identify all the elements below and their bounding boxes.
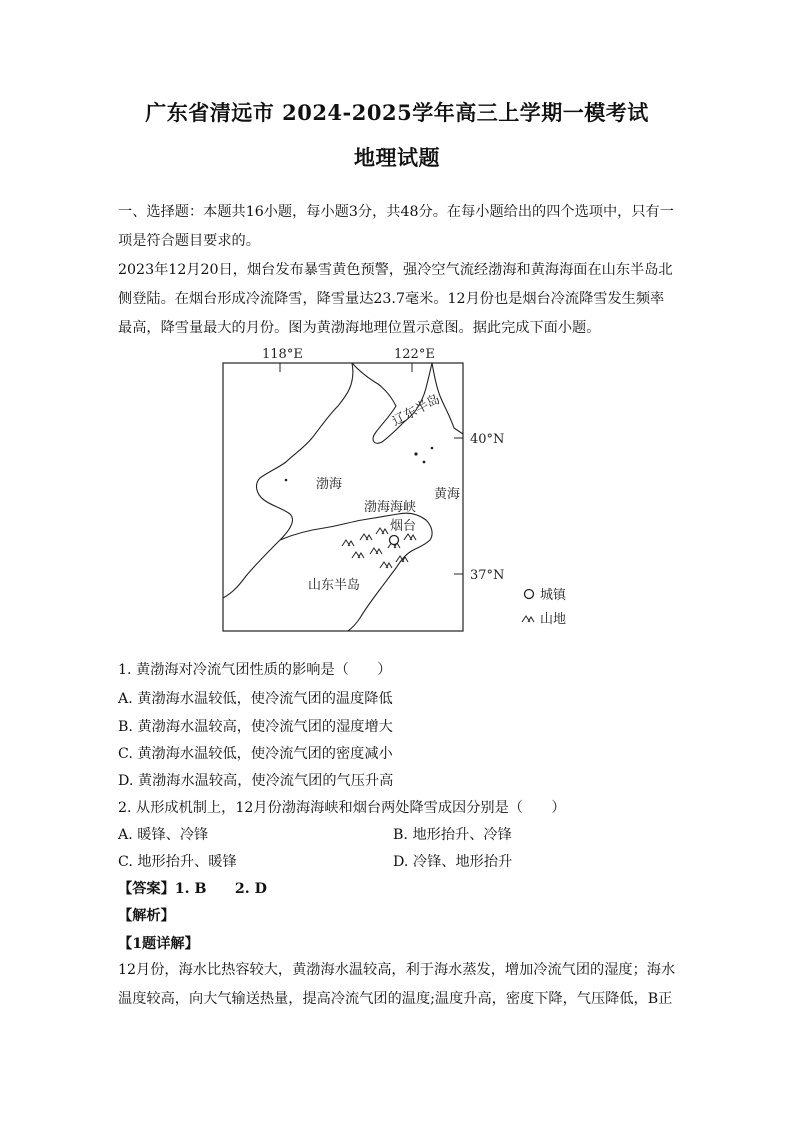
question-1-option-d[interactable]: D. 黄渤海水温较高，使冷流气团的气压升高: [118, 773, 394, 789]
label-shandong: 山东半岛: [308, 578, 361, 593]
question-2-stem: 2. 从形成机制上，12月份渤海海峡和烟台两处降雪成因分别是（ ）: [118, 800, 566, 816]
question-1-option-a[interactable]: A. 黄渤海水温较低，使冷流气团的温度降低: [118, 691, 393, 707]
detail-label: 【1题详解】: [118, 936, 199, 952]
question-2-option-c[interactable]: C. 地形抬升、暖锋: [118, 854, 237, 870]
label-liaodong: 辽东半岛: [389, 391, 443, 430]
question-2-option-b[interactable]: B. 地形抬升、冷锋: [393, 827, 512, 843]
lat-label-37: 37°N: [470, 568, 505, 583]
question-1-option-c[interactable]: C. 黄渤海水温较低，使冷流气团的密度减小: [118, 746, 393, 762]
answer-line: [118, 878, 267, 898]
legend-mountain-label: 山地: [540, 612, 567, 627]
legend-mountain-icon: [522, 616, 534, 622]
question-2-option-d[interactable]: D. 冷锋、地形抬升: [393, 854, 513, 870]
lat-label-40: 40°N: [470, 432, 505, 447]
page-subtitle: 地理试题: [354, 145, 440, 170]
question-2-option-a[interactable]: A. 暖锋、冷锋: [118, 827, 209, 843]
question-1-stem: 1. 黄渤海对冷流气团性质的影响是（ ）: [118, 662, 392, 678]
yantai-town-symbol: [390, 536, 399, 545]
bohai-huanghai-map: [220, 344, 580, 634]
label-bohai: 渤海: [316, 477, 343, 492]
question-1-option-b[interactable]: B. 黄渤海水温较高，使冷流气团的湿度增大: [118, 719, 393, 735]
legend-town-label: 城镇: [540, 588, 567, 603]
lon-label-118: 118°E: [262, 347, 303, 362]
label-strait: 渤海海峡: [364, 500, 417, 515]
page-title: 广东省清远市 2024-2025学年高三上学期一模考试: [145, 100, 649, 125]
analysis-label: 【解析】: [118, 908, 175, 924]
label-yantai: 烟台: [390, 519, 417, 534]
explanation: 12月份，海水比热容较大，黄渤海水温较高，利于海水蒸发，增加冷流气团的湿度；海水温度较高，向大气输送热量，提高冷流气团的温度;温度升高，密度下降，气压降低，B正: [118, 962, 676, 1007]
answer-text: 【答案】1. B 2. D: [118, 881, 267, 897]
section-intro: 一、选择题：本题共16小题，每小题3分，共48分。在每小题给出的四个选项中，只有一项是符合题目要求的。: [118, 204, 674, 249]
mountain-symbols: [342, 528, 416, 568]
legend-town-icon: [525, 590, 534, 599]
label-huanghai: 黄海: [434, 487, 461, 502]
passage: 2023年12月20日，烟台发布暴雪黄色预警，强冷空气流经渤海和黄海海面在山东半岛北侧登陆。在烟台形成冷流降雪，降雪量达23.7毫米。12月份也是烟台冷流降雪发生频率最高，降雪量最大的月份。图为黄渤海地理位置示意图。据此完成下面小题。: [118, 262, 673, 336]
lon-label-122: 122°E: [394, 347, 435, 362]
